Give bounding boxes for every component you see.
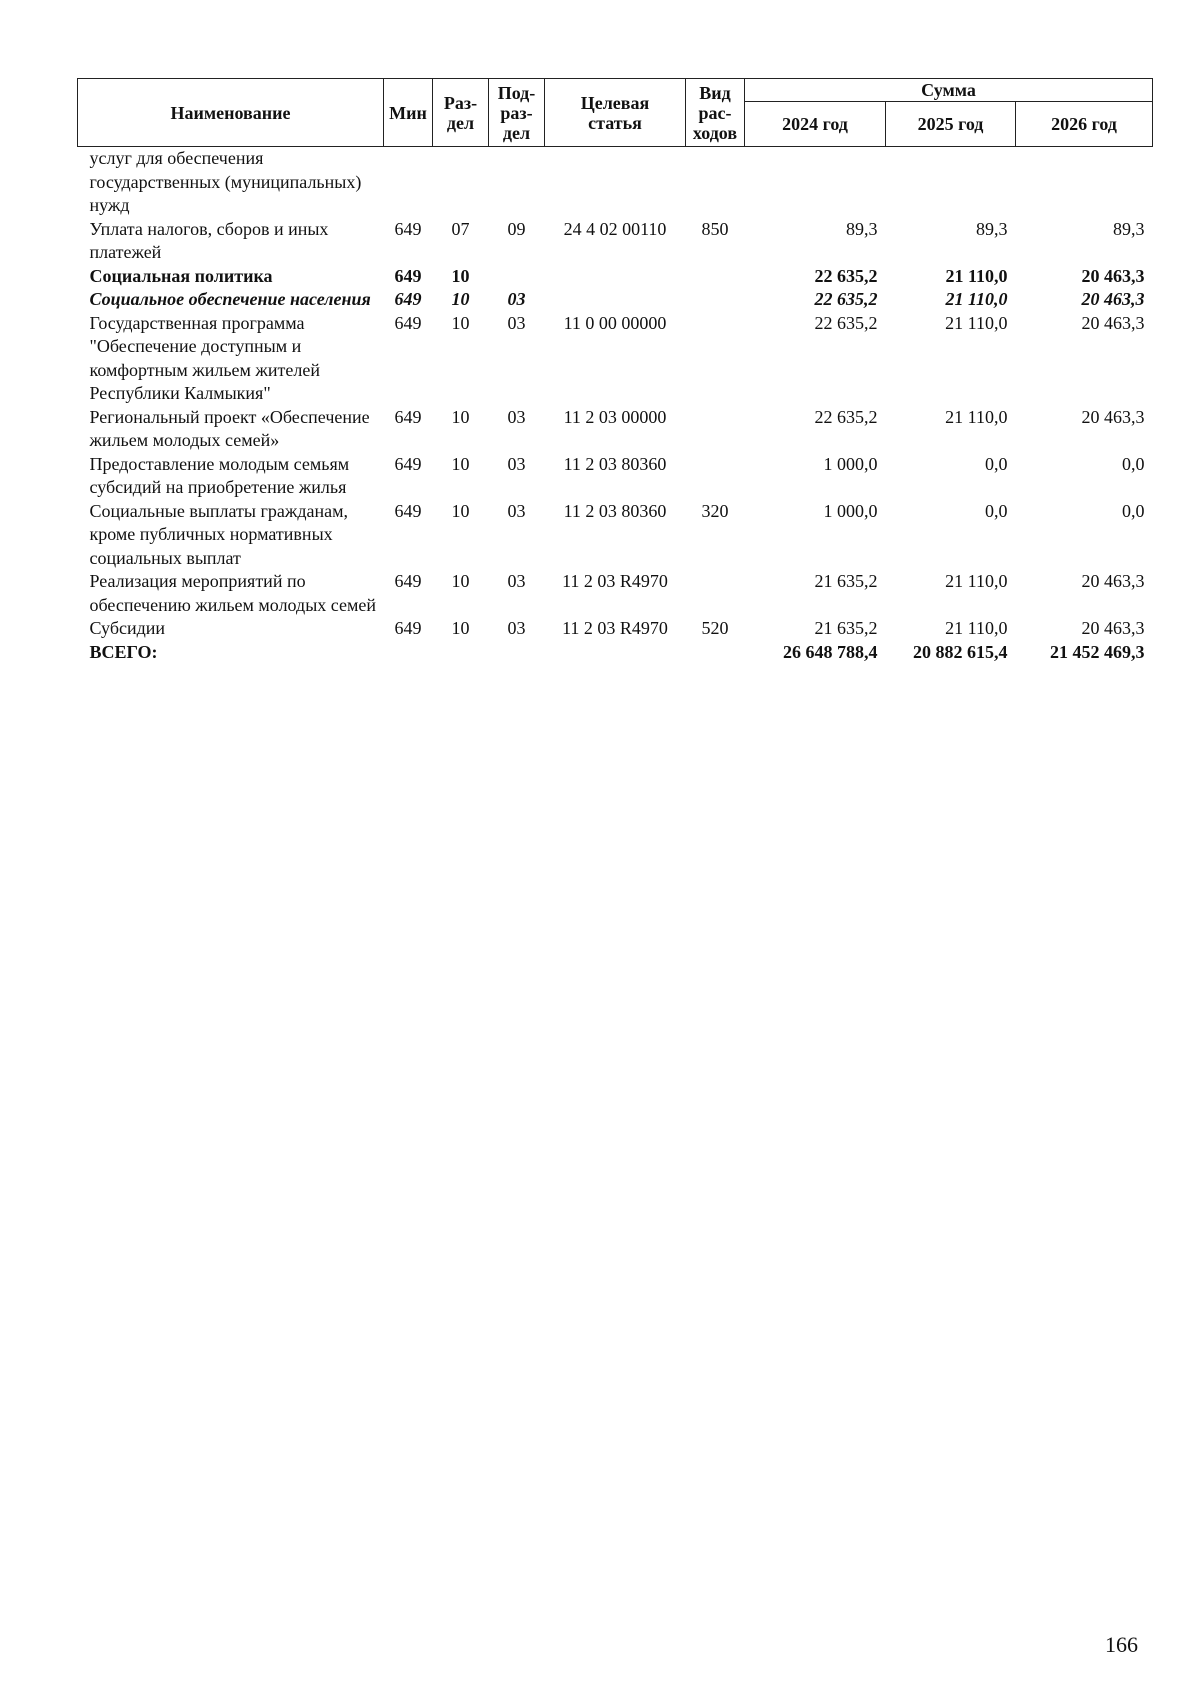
header-podrazdel	[489, 79, 545, 147]
row-vid: 320	[701, 500, 729, 521]
row-podrazdel: 03	[507, 406, 526, 427]
table-row	[78, 617, 1153, 641]
row-sum-2025: 21 110,0	[945, 406, 1008, 427]
table-row	[78, 265, 1153, 289]
row-target: 11 2 03 80360	[563, 500, 667, 521]
row-min: 649	[394, 571, 422, 591]
row-sum-2025: 21 110,0	[945, 618, 1008, 638]
row-razdel: 07	[451, 218, 470, 239]
row-sum-2025: 89,3	[976, 218, 1008, 239]
row-vid	[686, 265, 745, 289]
row-razdel: 10	[451, 406, 470, 427]
row-sum-2024: 89,3	[846, 218, 878, 239]
row-min	[384, 641, 433, 665]
row-target: 11 2 03 80360	[563, 453, 667, 474]
row-podrazdel: 03	[507, 289, 526, 309]
row-sum-2026: 20 463,3	[1081, 289, 1145, 309]
row-podrazdel: 03	[507, 500, 526, 521]
header-vid-label: Вид рас- ходов	[692, 82, 738, 143]
row-vid	[686, 147, 745, 218]
row-name: Уплата налогов, сборов и иных платежей	[89, 218, 329, 262]
table-row	[78, 218, 1153, 265]
row-sum-2026: 0,0	[1122, 453, 1145, 474]
row-sum-2025: 21 110,0	[945, 289, 1008, 309]
row-podrazdel: 03	[507, 312, 526, 333]
row-sum-2025: 21 110,0	[945, 571, 1008, 591]
row-sum-2024: 22 635,2	[814, 289, 878, 309]
row-sum-2025: 0,0	[985, 500, 1008, 521]
row-sum-2024: 21 635,2	[814, 571, 878, 591]
header-razdel	[433, 79, 489, 147]
row-sum-2026: 0,0	[1122, 500, 1145, 521]
row-sum-2025: 0,0	[985, 453, 1008, 474]
header-2024: 2024 год	[745, 102, 886, 147]
row-min: 649	[394, 500, 422, 521]
row-target: 24 4 02 00110	[563, 218, 667, 239]
row-min	[384, 147, 433, 218]
header-sum: Сумма	[745, 79, 1153, 102]
row-podrazdel: 03	[507, 618, 526, 638]
header-podrazdel-label: Под- раз- дел	[497, 82, 536, 143]
row-podrazdel	[489, 641, 545, 665]
row-name: Социальная политика	[89, 265, 273, 286]
row-name: услуг для обеспечения государственных (муниципальных) нужд	[89, 148, 362, 215]
header-2025: 2025 год	[886, 102, 1016, 147]
row-vid: 850	[701, 218, 729, 239]
row-sum-2025: 21 110,0	[945, 265, 1008, 286]
row-name: Субсидии	[89, 618, 166, 638]
row-razdel: 10	[451, 571, 470, 591]
row-min: 649	[394, 453, 422, 474]
row-name: ВСЕГО:	[89, 641, 158, 662]
row-sum-2024: 22 635,2	[814, 312, 878, 333]
row-sum-2024: 22 635,2	[814, 265, 878, 286]
row-min: 649	[394, 265, 422, 286]
row-sum-2025: 21 110,0	[945, 312, 1008, 333]
table-row	[78, 406, 1153, 453]
header-razdel-label: Раз- дел	[443, 92, 478, 133]
table-row	[78, 570, 1153, 617]
row-min: 649	[394, 312, 422, 333]
row-name: Региональный проект «Обеспечение жильем молодых семей»	[89, 406, 370, 450]
row-sum-2026: 20 463,3	[1081, 265, 1145, 286]
row-vid	[686, 406, 745, 453]
row-sum-2024: 1 000,0	[823, 500, 878, 521]
table-row	[78, 288, 1153, 312]
row-sum-2026	[1016, 147, 1153, 218]
row-name: Реализация мероприятий по обеспечению жильем молодых семей	[89, 571, 376, 615]
table-row	[78, 312, 1153, 406]
row-name: Государственная программа "Обеспечение доступным и комфортным жильем жителей Республики Калмыкия"	[89, 312, 320, 403]
row-target	[545, 265, 686, 289]
row-razdel: 10	[451, 289, 470, 309]
header-target-label: Целевая статья	[580, 92, 650, 133]
row-target: 11 2 03 00000	[563, 406, 667, 427]
row-target	[545, 288, 686, 312]
row-razdel	[433, 641, 489, 665]
row-sum-2025	[886, 147, 1016, 218]
row-razdel	[433, 147, 489, 218]
row-podrazdel	[489, 147, 545, 218]
row-target	[545, 641, 686, 665]
row-sum-2026: 21 452 469,3	[1050, 641, 1145, 662]
row-min: 649	[394, 289, 422, 309]
row-podrazdel: 03	[507, 571, 526, 591]
row-vid	[686, 453, 745, 500]
row-sum-2026: 20 463,3	[1081, 618, 1145, 638]
row-sum-2026: 20 463,3	[1081, 406, 1145, 427]
header-name: Наименование	[78, 79, 384, 147]
row-razdel: 10	[451, 312, 470, 333]
header-min: Мин	[384, 79, 433, 147]
row-podrazdel: 09	[507, 218, 526, 239]
header-target	[545, 79, 686, 147]
row-vid: 520	[701, 618, 729, 638]
row-sum-2025: 20 882 615,4	[913, 641, 1008, 662]
table-row	[78, 453, 1153, 500]
row-podrazdel	[489, 265, 545, 289]
row-sum-2024	[745, 147, 886, 218]
row-sum-2024: 22 635,2	[814, 406, 878, 427]
row-vid	[686, 312, 745, 406]
row-razdel: 10	[451, 618, 470, 638]
table-row	[78, 641, 1153, 665]
row-target: 11 2 03 R4970	[562, 618, 668, 638]
row-vid	[686, 288, 745, 312]
budget-table	[77, 78, 1153, 664]
row-vid	[686, 641, 745, 665]
row-sum-2024: 26 648 788,4	[783, 641, 878, 662]
header-vid	[686, 79, 745, 147]
row-podrazdel: 03	[507, 453, 526, 474]
row-razdel: 10	[451, 265, 470, 286]
table-row	[78, 500, 1153, 571]
row-vid	[686, 570, 745, 617]
row-target: 11 0 00 00000	[563, 312, 667, 333]
row-name: Предоставление молодым семьям субсидий на приобретение жилья	[89, 453, 350, 497]
table-row	[78, 147, 1153, 218]
row-target: 11 2 03 R4970	[562, 571, 668, 591]
page-number: 166	[1105, 1632, 1138, 1657]
row-sum-2024: 1 000,0	[823, 453, 878, 474]
row-name: Социальное обеспечение населения	[89, 289, 371, 309]
table-body	[78, 147, 1153, 665]
header-2026: 2026 год	[1016, 102, 1153, 147]
row-min: 649	[394, 406, 422, 427]
row-name: Социальные выплаты гражданам, кроме публичных нормативных социальных выплат	[89, 500, 348, 568]
row-sum-2026: 20 463,3	[1081, 312, 1145, 333]
row-sum-2024: 21 635,2	[814, 618, 878, 638]
row-target	[545, 147, 686, 218]
row-sum-2026: 20 463,3	[1081, 571, 1145, 591]
row-min: 649	[394, 618, 422, 638]
row-min: 649	[394, 218, 422, 239]
row-razdel: 10	[451, 500, 470, 521]
row-sum-2026: 89,3	[1113, 218, 1145, 239]
row-razdel: 10	[451, 453, 470, 474]
